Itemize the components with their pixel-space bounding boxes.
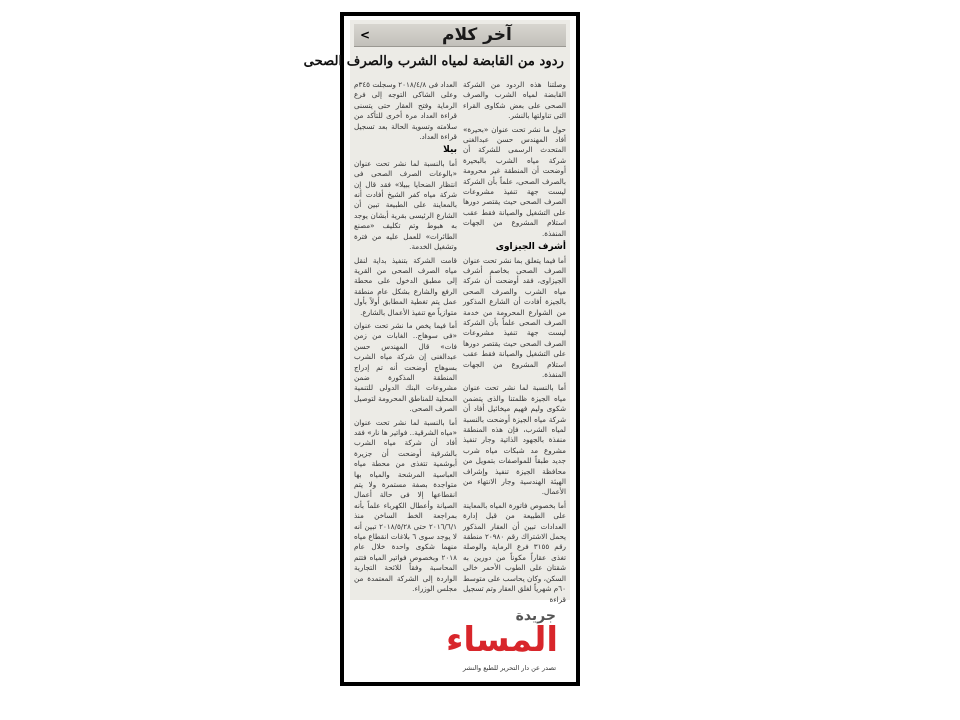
paragraph: حول ما نشر تحت عنوان «بحيرة» أفاد المهندس حسن عبدالغنى المتحدث الرسمى للشركة أن شركة مياه الشرب بالبحيرة أوضحت أن المنطقة غير محرومة بالصرف الصحى، علماً بأن الشركة ليست جهة تنفيذ مشروعات الصرف الصحى حيث يقتصر دورها على التشغيل والصيانة فقط عقب استلام المشروع من الجهات المنفذة. [463, 124, 566, 238]
paragraph: العداد فى ٢٠١٨/٤/٨ وسجلت ٣٤٥م وعلى الشاكى التوجه إلى فرع الرماية وفتح العقار حتى يتسنى قراءة العداد مرة أخرى للتأكد من سلامته وتسوية الحالة بعد تسجيل قراءة العداد. [354, 80, 458, 142]
paragraph: أما فيما يخص ما نشر تحت عنوان «فى سوهاج.. الغابات من زمن فات» قال المهندس حسن عبدالغنى إن شركة مياه الشرب بسوهاج أوضحت أنه تم إدراج المنطقة المذكورة ضمن مشروعات البنك الدولى للتنمية المحلية للمناطق المحرومة لتوصيل الصرف الصحى. [354, 320, 457, 414]
left-column [354, 80, 457, 596]
paragraph: قامت الشركة بتنفيذ بداية لنقل مياه الصرف الصحى من القرية إلى مطبق الدخول على محطة الرفع والشارع بشكل عام منطقة عمل يتم تغطية المطابق أولاً بأول متوازياً مع تنفيذ الأعمال بالشارع. [354, 255, 457, 317]
arrow-icon: > [360, 28, 371, 42]
paragraph: أما فيما يتعلق بما نشر تحت عنوان الصرف الصحى بخاصم أشرف الجيزاوى، فقد أوضحت أن شركة مياه الشرب والصرف الصحى بالجيزة أفادت أن الشارع المذكور من الشوارع المحرومة من خدمة الصرف الصحى علماً بأن الشركة ليست جهة تنفيذ مشروعات الصرف الصحى حيث يقتصر دورها على التشغيل والصيانة فقط عقب استلام المشروع من الجهات المنفذة. [463, 255, 566, 379]
paragraph: أما بالنسبة لما نشر تحت عنوان «بالوعات الصرف الصحى فى انتظار الضحايا ببيلا» فقد قال إن شركة مياه كفر الشيخ أفادت أنه بالمعاينة على الطبيعة تبين أن الشارع الرئيسى بقرية أبشان يوجد به هبوط وتم تكليف «مصنع الطائرات» للعمل عليه من فترة وتشغيل الخدمة. [354, 158, 457, 252]
section-subhead: أشرف الجيزاوى [495, 242, 566, 253]
clipping-frame [303, 12, 580, 686]
paragraph: أما بالنسبة لما نشر تحت عنوان مياه الجيزة ظلمتنا والذى يتضمن شكوى وليم فهيم ميخائيل أفاد أن شركة مياه الجيزة أوضحت بالنسبة لمياه الشرب، فإن هذه المنطقة منفذة بالجهود الذاتية وجار تنفيذ مشروع مد شبكات مياه شرب جديد طبقاً للمواصفات بتمويل من محافظة الجيزة تنفيذ وإشراف الهيئة الهندسية وجار الانتهاء من الأعمال. [463, 383, 566, 497]
paragraph: وصلتنا هذه الردود من الشركة القابضة لمياه الشرب والصرف الصحى على بعض شكاوى القراء التى تناولتها بالنشر. [463, 80, 566, 121]
right-column [462, 80, 566, 604]
newspaper-logo [350, 608, 570, 678]
paragraph: أما بخصوص فاتورة المياه بالمعاينة على الطبيعة من قبل إدارة العدادات تبين أن العقار المذكور يحمل الاشتراك رقم ٢٠٩٨٠ منطقة رقم ٣١٥٥ فرع الرماية والوصلة تغذى عقاراً مكوناً من دورين به شقتان على الطوب الأحمر خالى السكن، وكان يحاسب على متوسط ٦٠م شهرياً لغلق العقار وتم تسجيل قراءة [462, 500, 566, 604]
article-headline: ردود من القابضة لمياه الشرب والصرف الصحى [303, 54, 564, 69]
paragraph: أما بالنسبة لما نشر تحت عنوان «مياه الشرقية.. فواتير ها نار» فقد أفاد أن شركة مياه الشرب بالشرقية أوضحت أن جزيرة أبوشمية تتغذى من محطة مياه العباسية المرشحة والمياه بها متواجدة بصفة مستمرة ولا يتم انقطاعها إلا فى حالة أعمال الصيانة وأعطال الكهرباء علماً بأنه بمراجعة الخط الساخن منذ ٢٠١٦/٦/١ حتى ٢٠١٨/٥/٢٨ تبين أنه لا يوجد سوى ٦ بلاغات انقطاع مياه منهما شكوى واحدة خلال عام ٢٠١٨ وبخصوص فواتير المياه فتتم المحاسبة وفقاً للائحة التجارية الواردة إلى الشركة المعتمدة من مجلس الوزراء. [354, 417, 457, 594]
article-body [354, 80, 566, 604]
section-subhead: بيلا [443, 145, 457, 156]
column-banner [354, 24, 566, 47]
logo-tagline: تصدر عن دار التحرير للطبع والنشر [462, 664, 556, 672]
column-name: آخر كلام [442, 25, 512, 45]
logo-small-text: جريدة [515, 608, 556, 624]
newspaper-clipping [303, 20, 570, 604]
logo-title: المساء [446, 620, 558, 660]
